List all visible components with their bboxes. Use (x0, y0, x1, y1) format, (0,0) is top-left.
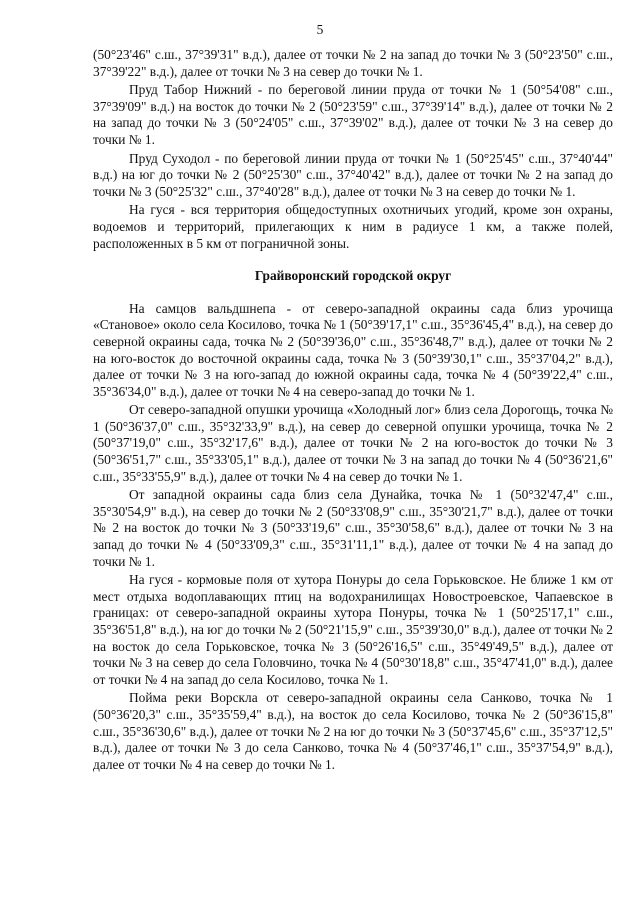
page-number: 5 (316, 22, 324, 37)
paragraph: (50°23'46" с.ш., 37°39'31" в.д.), далее от точки № 2 на запад до точки № 3 (50°23'50" с.ш., 37°39'22" в.д.), далее от точки № 3 на север до точки № 1. (93, 47, 613, 79)
paragraph: От западной окраины сада близ села Дунайка, точка № 1 (50°32'47,4" с.ш., 35°30'54,9" в.д.), на север до точки № 2 (50°33'08,9" с.ш., 35°30'21,7" в.д.), далее от точки № 2 на восток до точки № 3 (50°33'19,6" с.ш., 35°30'58,6" в.д.), далее от точки № 3 на запад до точки № 4 (50°33'09,3" с.ш., 35°31'11,1" в.д.), далее от точки № 4 на запад до точки № 1. (93, 487, 613, 569)
paragraph: На самцов вальдшнепа - от северо-западной окраины сада близ урочища «Становое» около села Косилово, точка № 1 (50°39'17,1" с.ш., 35°36'45,4" в.д.), на север до северной окраины сада, точка № 2 (50°39'36,0" с.ш., 35°36'48,7" в.д.), далее от точки № 2 на юго-восток до восточной окраины сада, точка № 3 (50°39'30,1" с.ш., 35°37'04,2" в.д.), далее от точки № 3 на юго-запад до южной окраины сада, точка № 4 (50°39'22,4" с.ш., 35°36'34,0" в.д.), далее от точки № 4 на северо-запад до точки № 1. (93, 300, 613, 399)
document-body (93, 47, 613, 775)
paragraph: На гуся - кормовые поля от хутора Понуры до села Горьковское. Не ближе 1 км от мест отдыха водоплавающих птиц на водохранилищах Новостроевское, Чапаевское в границах: от северо-западной окраины хутора Понуры, точка № 1 (50°25'17,1" с.ш., 35°36'51,8" в.д.), на юг до точки № 2 (50°21'15,9" с.ш., 35°39'30,0" в.д.), далее от точки № 2 на восток до села Горьковское, точка № 3 (50°26'16,5" с.ш., 35°49'49,5" в.д.), далее от точки № 3 на север до села Головчино, точка № 4 (50°30'18,8" с.ш., 35°47'41,0" в.д.), далее от точки № 4 на запад до села Косилово, точка № 1. (93, 572, 613, 687)
paragraph: От северо-западной опушки урочища «Холодный лог» близ села Дорогощь, точка № 1 (50°36'37,0" с.ш., 35°32'33,9" в.д.), на север до северной опушки урочища, точка № 2 (50°37'19,0" с.ш., 35°32'17,6" в.д.), далее от точки № 2 на юго-восток до точки № 3 (50°36'51,7" с.ш., 35°33'05,1" в.д.), далее от точки № 3 на запад до точки № 4 (50°36'21,6" с.ш., 35°33'55,9" в.д.), далее от точки № 4 на север до точки № 1. (93, 402, 613, 484)
section-title: Грайворонский городской округ (254, 268, 452, 284)
paragraph: Пруд Табор Нижний - по береговой линии пруда от точки № 1 (50°54'08" с.ш., 37°39'09" в.д.) на восток до точки № 2 (50°23'59" с.ш., 37°39'14" в.д.), далее от точки № 2 на запад до точки № 3 (50°24'05" с.ш., 37°39'02" в.д.), далее от точки № 3 на север до точки № 1. (93, 82, 613, 147)
paragraph: Пруд Суходол - по береговой линии пруда от точки № 1 (50°25'45" с.ш., 37°40'44" в.д.) на юг до точки № 2 (50°25'30" с.ш., 37°40'42" в.д.), далее от точки № 2 на запад до точки № 3 (50°25'32" с.ш., 37°40'28" в.д.), далее от точки № 3 на север до точки № 1. (93, 150, 613, 199)
paragraph: На гуся - вся территория общедоступных охотничьих угодий, кроме зон охраны, водоемов и территорий, прилегающих к ним в радиусе 1 км, а также полей, расположенных в 5 км от пограничной зоны. (93, 202, 613, 251)
paragraph: Пойма реки Ворскла от северо-западной окраины села Санково, точка № 1 (50°36'20,3" с.ш., 35°35'59,4" в.д.), на восток до села Косилово, точка № 2 (50°36'15,8" с.ш., 35°36'30,6" в.д.), далее от точки № 2 на юг до точки № 3 (50°37'45,6" с.ш., 35°37'12,5" в.д.), далее от точки № 3 до села Санково, точка № 4 (50°37'46,1" с.ш., 35°37'54,9" в.д.), далее от точки № 4 на север до точки № 1. (93, 690, 613, 772)
